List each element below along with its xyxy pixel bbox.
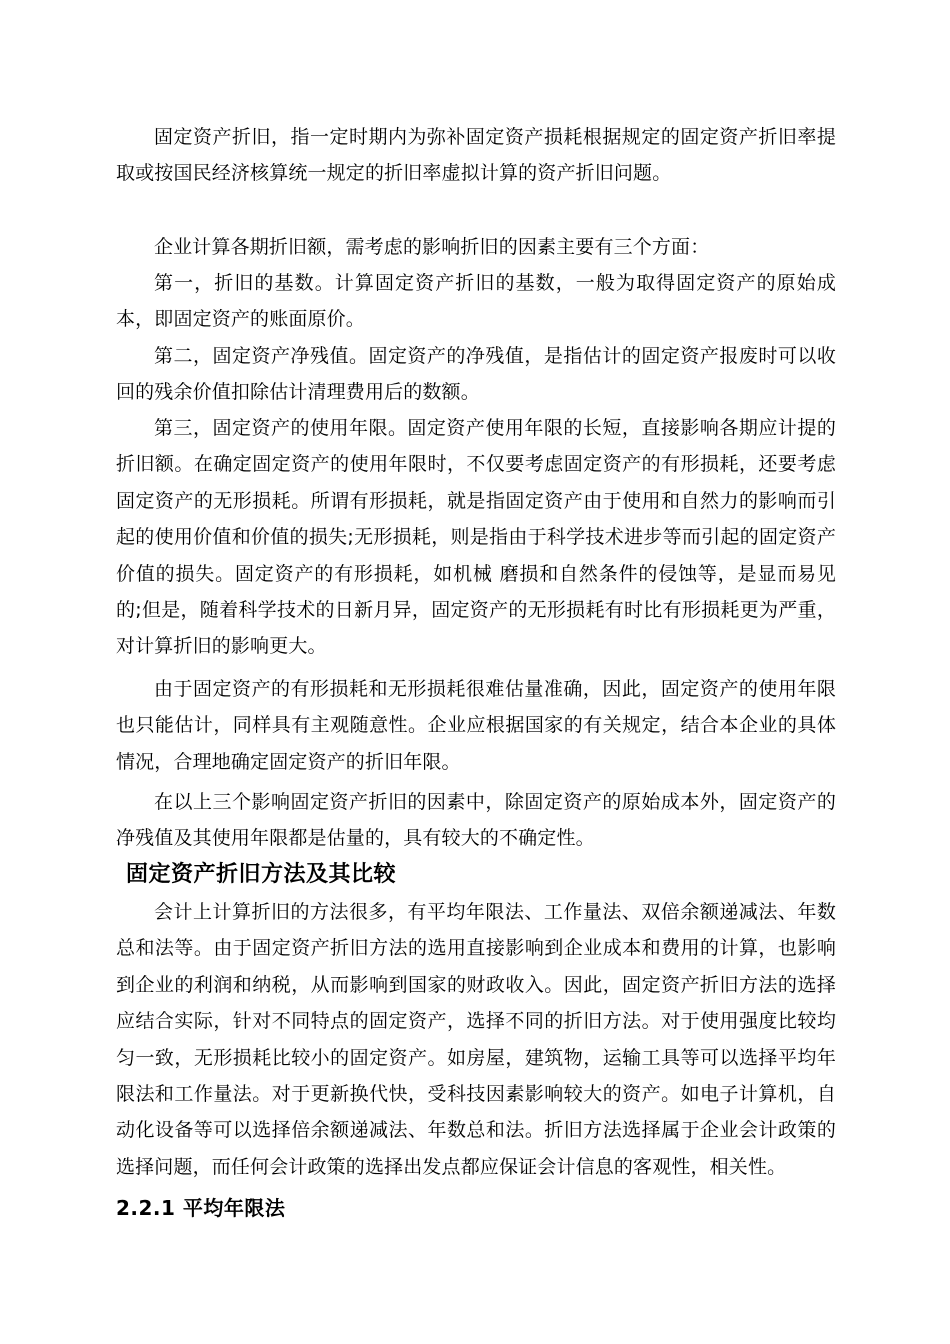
paragraph-factor-useful-life: 第三，固定资产的使用年限。固定资产使用年限的长短，直接影响各期应计提的折旧额。在确定固定资产的使用年限时，不仅要考虑固定资产的有形损耗，还要考虑固定资产的无形损耗。所谓有形损耗，就是指固定资产由于使用和自然力的影响而引起的使用价值和价值的损失;无形损耗，则是指由于科学技术进步等而引起的固定资产价值的损失。固定资产的有形损耗，如机械 磨损和自然条件的侵蚀等，是显而易见的;但是，随着科学技术的日新月异，固定资产的无形损耗有时比有形损耗更为严重，对计算折旧的影响更大。: [116, 417, 836, 658]
paragraph-uncertainty: 在以上三个影响固定资产折旧的因素中，除固定资产的原始成本外，固定资产的净残值及其使用年限都是估量的，具有较大的不确定性。: [116, 791, 836, 850]
paragraph-factor-residual-value: 第二，固定资产净残值。固定资产的净残值，是指估计的固定资产报废时可以收回的残余价值扣除估计清理费用后的数额。: [116, 345, 836, 404]
paragraph-depreciation-factors-intro: 企业计算各期折旧额，需考虑的影响折旧的因素主要有三个方面：: [154, 236, 710, 258]
paragraph-factor-base: 第一，折旧的基数。计算固定资产折旧的基数，一般为取得固定资产的原始成本，即固定资产的账面原价。: [116, 272, 836, 331]
paragraph-depreciation-definition: 固定资产折旧，指一定时期内为弥补固定资产损耗根据规定的固定资产折旧率提取或按国民经济核算统一规定的折旧率虚拟计算的资产折旧问题。: [116, 126, 836, 185]
paragraph-depreciation-methods: 会计上计算折旧的方法很多，有平均年限法、工作量法、双倍余额递减法、年数总和法等。由于固定资产折旧方法的选用直接影响到企业成本和费用的计算，也影响到企业的利润和纳税，从而影响到国家的财政收入。因此，固定资产折旧方法的选择应结合实际，针对不同特点的固定资产，选择不同的折旧方法。对于使用强度比较均匀一致，无形损耗比较小的固定资产。如房屋，建筑物，运输工具等可以选择平均年限法和工作量法。对于更新换代快，受科技因素影响较大的资产。如电子计算机，自动化设备等可以选择倍余额递减法、年数总和法。折旧方法选择属于企业会计政策的选择问题，而任何会计政策的选择出发点都应保证会计信息的客观性，相关性。: [116, 901, 836, 1178]
section-heading: 固定资产折旧方法及其比较: [126, 862, 397, 887]
subsection-heading: 2.2.1 平均年限法: [116, 1196, 286, 1220]
paragraph-life-estimation: 由于固定资产的有形损耗和无形损耗很难估量准确，因此，固定资产的使用年限也只能估计，同样具有主观随意性。企业应根据国家的有关规定，结合本企业的具体情况，合理地确定固定资产的折旧年限。: [116, 678, 836, 773]
